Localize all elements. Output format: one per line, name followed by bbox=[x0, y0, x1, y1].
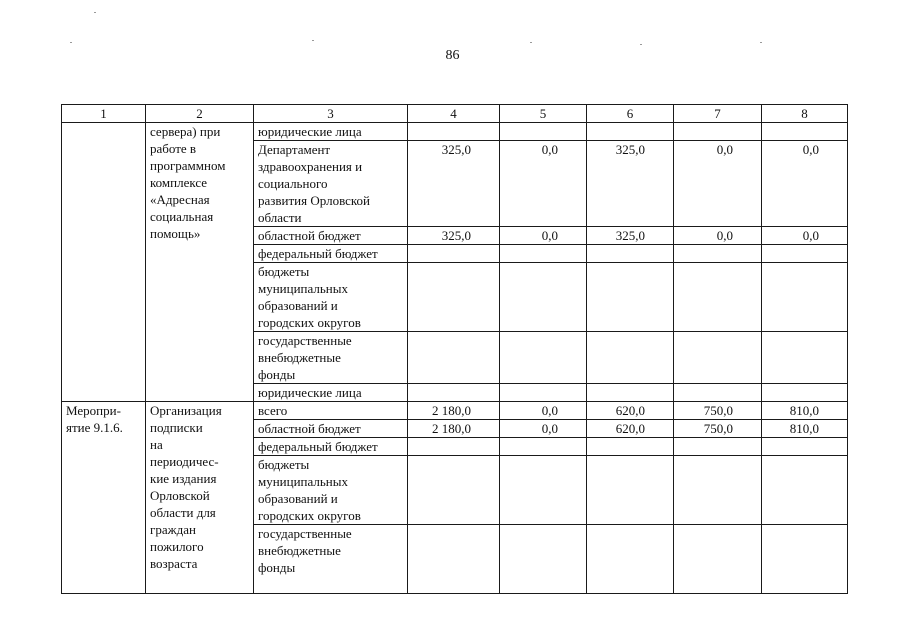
budget-table bbox=[61, 104, 848, 594]
value-cell: 2 180,0 bbox=[408, 420, 500, 438]
value-cell bbox=[587, 245, 674, 263]
scan-speck bbox=[530, 42, 532, 43]
value-cell bbox=[500, 456, 587, 525]
value-cell bbox=[408, 525, 500, 594]
value-cell bbox=[762, 263, 848, 332]
funding-source-cell: государственные внебюджетные фонды bbox=[254, 332, 408, 384]
value-cell: 620,0 bbox=[587, 402, 674, 420]
scan-speck bbox=[312, 40, 314, 41]
value-cell bbox=[762, 384, 848, 402]
header-cell: 5 bbox=[500, 105, 587, 123]
value-cell bbox=[500, 332, 587, 384]
value-cell bbox=[408, 263, 500, 332]
page-number: 86 bbox=[445, 48, 460, 63]
value-cell bbox=[674, 456, 762, 525]
value-cell: 810,0 bbox=[762, 420, 848, 438]
value-cell bbox=[674, 123, 762, 141]
value-cell bbox=[587, 438, 674, 456]
value-cell: 0,0 bbox=[500, 420, 587, 438]
value-cell bbox=[674, 245, 762, 263]
value-cell bbox=[674, 384, 762, 402]
scan-speck bbox=[760, 42, 762, 43]
value-cell: 325,0 bbox=[587, 141, 674, 227]
value-cell: 0,0 bbox=[500, 141, 587, 227]
scan-speck bbox=[640, 44, 642, 45]
value-cell bbox=[500, 438, 587, 456]
funding-source-cell: бюджеты муниципальных образований и городских округов bbox=[254, 263, 408, 332]
value-cell: 0,0 bbox=[500, 402, 587, 420]
value-cell bbox=[500, 525, 587, 594]
measure-id-cell: Меропри- ятие 9.1.6. bbox=[62, 402, 146, 594]
funding-source-cell: юридические лица bbox=[254, 384, 408, 402]
table-row bbox=[62, 123, 848, 141]
value-cell bbox=[408, 245, 500, 263]
value-cell bbox=[762, 456, 848, 525]
value-cell: 620,0 bbox=[587, 420, 674, 438]
value-cell bbox=[500, 263, 587, 332]
funding-source-cell: Департамент здравоохранения и социального развития Орловской области bbox=[254, 141, 408, 227]
header-row bbox=[62, 105, 848, 123]
funding-source-cell: всего bbox=[254, 402, 408, 420]
scan-speck bbox=[70, 42, 72, 43]
value-cell bbox=[762, 525, 848, 594]
funding-source-cell: государственные внебюджетные фонды bbox=[254, 525, 408, 594]
value-cell bbox=[762, 438, 848, 456]
value-cell bbox=[762, 245, 848, 263]
value-cell: 810,0 bbox=[762, 402, 848, 420]
value-cell bbox=[408, 332, 500, 384]
header-cell: 1 bbox=[62, 105, 146, 123]
header-cell: 7 bbox=[674, 105, 762, 123]
value-cell bbox=[408, 438, 500, 456]
value-cell bbox=[500, 123, 587, 141]
value-cell bbox=[587, 525, 674, 594]
value-cell: 325,0 bbox=[408, 227, 500, 245]
funding-source-cell: областной бюджет bbox=[254, 420, 408, 438]
value-cell bbox=[587, 123, 674, 141]
value-cell: 325,0 bbox=[408, 141, 500, 227]
value-cell bbox=[762, 332, 848, 384]
value-cell: 2 180,0 bbox=[408, 402, 500, 420]
value-cell bbox=[674, 525, 762, 594]
value-cell bbox=[587, 456, 674, 525]
value-cell bbox=[408, 384, 500, 402]
value-cell bbox=[408, 123, 500, 141]
header-cell: 4 bbox=[408, 105, 500, 123]
funding-source-cell: бюджеты муниципальных образований и городских округов bbox=[254, 456, 408, 525]
funding-source-cell: федеральный бюджет bbox=[254, 245, 408, 263]
header-cell: 2 bbox=[146, 105, 254, 123]
header-cell: 6 bbox=[587, 105, 674, 123]
value-cell: 0,0 bbox=[762, 141, 848, 227]
value-cell bbox=[674, 438, 762, 456]
value-cell: 0,0 bbox=[500, 227, 587, 245]
value-cell bbox=[587, 384, 674, 402]
value-cell: 0,0 bbox=[762, 227, 848, 245]
value-cell bbox=[762, 123, 848, 141]
value-cell: 750,0 bbox=[674, 402, 762, 420]
value-cell: 0,0 bbox=[674, 141, 762, 227]
value-cell: 750,0 bbox=[674, 420, 762, 438]
value-cell: 0,0 bbox=[674, 227, 762, 245]
funding-source-cell: областной бюджет bbox=[254, 227, 408, 245]
value-cell bbox=[587, 332, 674, 384]
funding-source-cell: юридические лица bbox=[254, 123, 408, 141]
value-cell bbox=[500, 384, 587, 402]
value-cell bbox=[408, 456, 500, 525]
value-cell bbox=[674, 263, 762, 332]
value-cell bbox=[587, 263, 674, 332]
funding-source-cell: федеральный бюджет bbox=[254, 438, 408, 456]
scan-speck bbox=[94, 12, 96, 13]
value-cell: 325,0 bbox=[587, 227, 674, 245]
value-cell bbox=[500, 245, 587, 263]
table-row bbox=[62, 402, 848, 420]
measure-description-cell: сервера) при работе в программном комплексе «Адресная социальная помощь» bbox=[146, 123, 254, 402]
header-cell: 3 bbox=[254, 105, 408, 123]
value-cell bbox=[674, 332, 762, 384]
measure-id-cell bbox=[62, 123, 146, 402]
measure-description-cell: Организация подписки на периодичес- кие издания Орловской области для граждан пожилого возраста bbox=[146, 402, 254, 594]
header-cell: 8 bbox=[762, 105, 848, 123]
